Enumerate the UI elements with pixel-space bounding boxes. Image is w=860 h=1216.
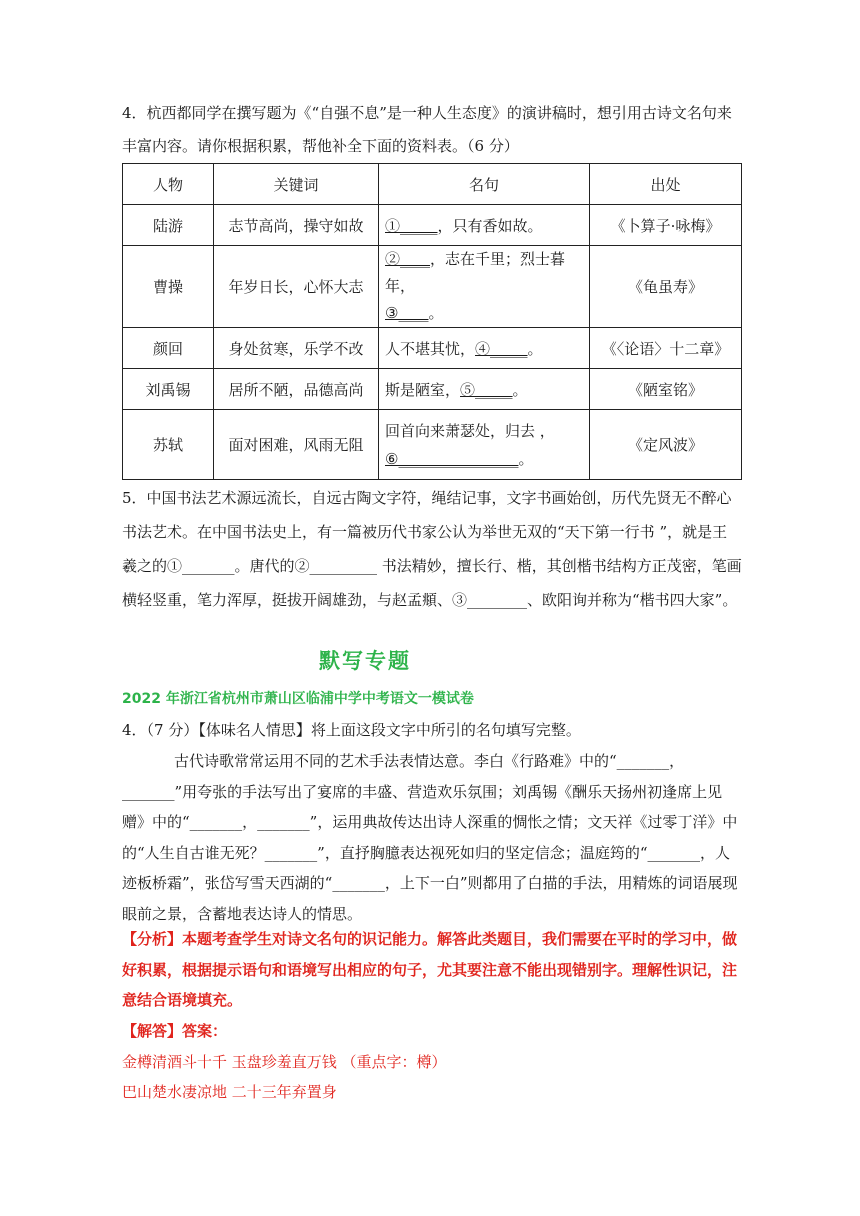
quote-text: 人不堪其忧，	[385, 339, 476, 358]
quote-text: 。	[428, 304, 444, 322]
header-source: 出处	[590, 164, 742, 205]
cell-source: 《〈论语〉十二章》	[590, 328, 742, 369]
answer-label: 【解答】答案：	[122, 1022, 228, 1040]
question-4b-stem: 4．（7 分）【体味名人情思】将上面这段文字中所引的名句填写完整。	[122, 721, 581, 739]
cell-quote	[379, 410, 590, 480]
quote-text: 。	[527, 339, 543, 358]
quote-text: 。	[512, 380, 528, 399]
quote-text: 。	[518, 449, 534, 468]
header-quote: 名句	[379, 164, 590, 205]
quote-text: ，志在千里；烈士暮年，	[385, 250, 566, 295]
cell-keyword: 身处贫寒，乐学不改	[214, 328, 379, 369]
table-row	[123, 328, 742, 369]
blank-4: ④_____	[475, 339, 528, 358]
quote-text: 回首向来萧瑟处，归去 ，	[385, 421, 555, 440]
quote-text: ，只有香如故。	[437, 216, 543, 235]
cell-keyword: 年岁日长，心怀大志	[214, 246, 379, 328]
header-keyword: 关键词	[214, 164, 379, 205]
cell-keyword: 居所不陋，品德高尚	[214, 369, 379, 410]
question-5-text: 5．中国书法艺术源远流长，自远古陶文字符，绳结记事，文字书画始创，历代先贤无不醉心书法艺术。在中国书法史上，有一篇被历代书家公认为举世无双的“天下第一行书 ”，就是王羲之的①_______。唐代的②_________ 书法精妙，擅长行、楷，其创楷书结构方正茂密，笔画横轻竖重，笔力浑厚，挺拔开阔雄劲，与赵孟頫、③________、欧阳询并称为“楷书四大家”。	[122, 489, 742, 609]
cell-person: 陆游	[123, 205, 214, 246]
section-title: 默写专题	[319, 649, 411, 673]
blank-2: ②____	[385, 250, 431, 268]
cell-source: 《定风波》	[590, 410, 742, 480]
cell-quote	[379, 246, 590, 328]
answer-line-1: 金樽清酒斗十千 玉盘珍羞直万钱 （重点字：樽）	[122, 1053, 447, 1071]
blank-3: ③____	[385, 304, 429, 322]
cell-quote	[379, 369, 590, 410]
header-person: 人物	[123, 164, 214, 205]
table-row	[123, 205, 742, 246]
analysis-text: 【分析】本题考查学生对诗文名句的识记能力。解答此类题目，我们需要在平时的学习中，做好积累，根据提示语句和语境写出相应的句子，尤其要注意不能出现错别字。理解性识记，注意结合语境填充。	[122, 930, 738, 1009]
cell-keyword: 面对困难，风雨无阻	[214, 410, 379, 480]
cell-source: 《陋室铭》	[590, 369, 742, 410]
exam-source-subtitle: 2022 年浙江省杭州市萧山区临浦中学中考语文一模试卷	[122, 691, 474, 707]
cell-keyword: 志节高尚，操守如故	[214, 205, 379, 246]
answer-line-2: 巴山楚水凄凉地 二十三年弃置身	[122, 1083, 337, 1101]
table-row	[123, 410, 742, 480]
table-row	[123, 246, 742, 328]
blank-5: ⑤_____	[460, 380, 513, 399]
cell-person: 苏轼	[123, 410, 214, 480]
table-row	[123, 369, 742, 410]
cell-person: 刘禹锡	[123, 369, 214, 410]
cell-quote	[379, 205, 590, 246]
blank-1: ①_____	[385, 216, 438, 235]
poetry-passage	[122, 746, 742, 929]
cell-person: 颜回	[123, 328, 214, 369]
cell-source: 《龟虽寿》	[590, 246, 742, 328]
table-header-row	[123, 164, 742, 205]
poetry-passage-text: 古代诗歌常常运用不同的艺术手法表情达意。李白《行路难》中的“_______，_______”用夸张的手法写出了宴席的丰盛、营造欢乐氛围；刘禹锡《酬乐天扬州初逢席上见赠》中的“_______，_______”，运用典故传达出诗人深重的惆怅之情；文天祥《过零丁洋》中的“人生自古谁无死？_______”，直抒胸臆表达视死如归的坚定信念；温庭筠的“_______，人迹板桥霜”，张岱写雪天西湖的“_______，上下一白”则都用了白描的手法，用精炼的词语展现眼前之景，含蓄地表达诗人的情思。	[122, 752, 738, 923]
cell-person: 曹操	[123, 246, 214, 328]
cell-source: 《卜算子·咏梅》	[590, 205, 742, 246]
quote-text: 斯是陋室，	[385, 380, 461, 399]
question-4-stem: 4．杭西都同学在撰写题为《“自强不息”是一种人生态度》的演讲稿时，想引用古诗文名句来丰富内容。请你根据积累，帮他补全下面的资料表。（6 分）	[122, 104, 732, 155]
blank-6: ⑥________________	[385, 449, 519, 468]
reference-table	[122, 163, 742, 480]
cell-quote	[379, 328, 590, 369]
